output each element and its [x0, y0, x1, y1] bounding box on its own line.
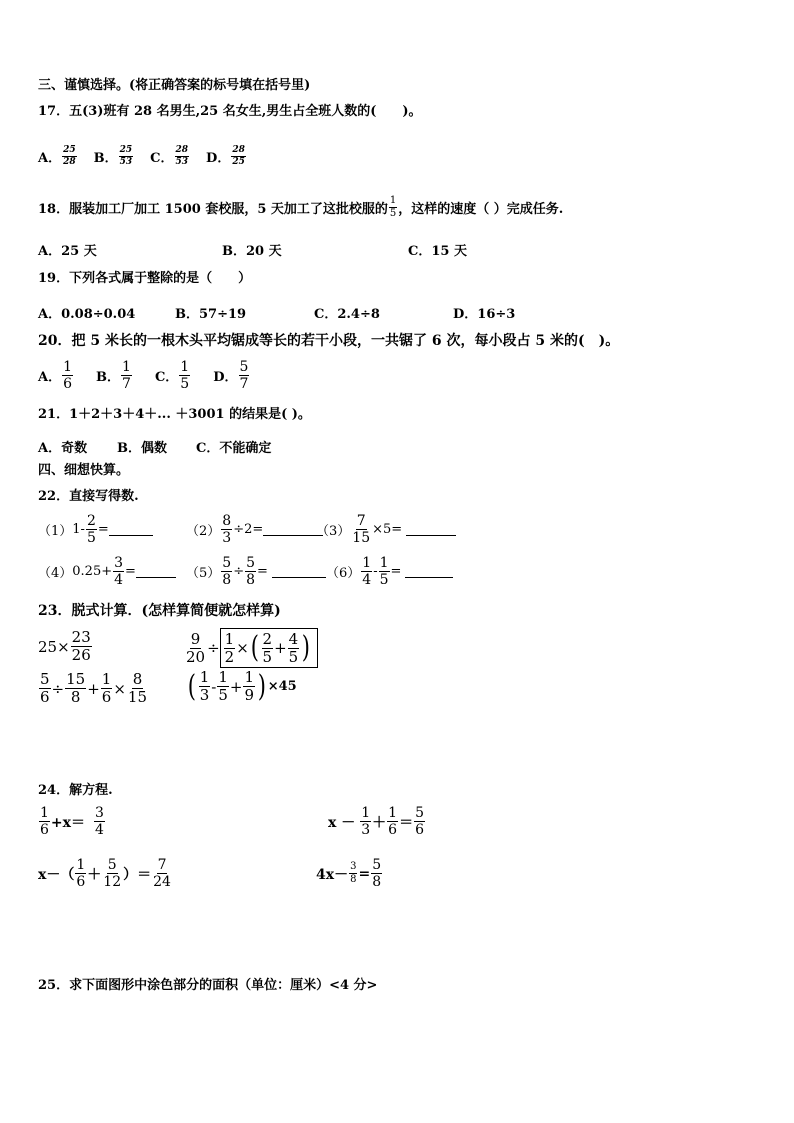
q17-options — [38, 146, 263, 167]
q24-eq-4: 4x－ $\frac{3}{8}$ = $\frac{5}{8}$ — [316, 857, 382, 890]
q22-item-2: （2） $\frac{8}{3}$ ÷2= — [186, 514, 323, 545]
q18-option-c: C．15 天 — [408, 244, 467, 259]
q19-option-a: A．0.08÷0.04 — [38, 307, 136, 322]
q23-expr-1: 25× $\frac{23}{26}$ — [38, 628, 91, 664]
q20-option-b: B． $\frac{1}{7}$ — [96, 359, 131, 392]
q22-item-1: （1） 1- $\frac{2}{5}$ = — [38, 514, 153, 545]
q22-item-4: （4） 0.25+ $\frac{3}{4}$ = — [38, 556, 176, 587]
q20-option-c: C． $\frac{1}{5}$ — [154, 359, 190, 392]
q17-option-a: A． $\frac{25}{28}$ — [38, 145, 76, 167]
q22-item-3: （3） $\frac{7}{15}$ ×5= — [316, 514, 456, 545]
q19-option-b: B．57÷19 — [175, 307, 247, 322]
section4-title: 四、细想快算。 — [38, 463, 130, 478]
q24-eq-1: $\frac{1}{6}$ +x＝ $\frac{3}{4}$ — [40, 805, 104, 838]
q17-option-c: C． $\frac{28}{53}$ — [150, 145, 189, 167]
q24-title: 24．解方程. — [38, 783, 113, 798]
q21-option-a: A．奇数 — [38, 441, 88, 456]
q23-expr-2: $\frac{9}{20}$ ÷ $\frac{1}{2}$ × ( $\frac{2}{5}$ + $\frac{4}{5}$ ) — [184, 628, 318, 668]
q17-text: 17．五(3)班有 28 名男生,25 名女生,男生占全班人数的( )。 — [38, 104, 422, 119]
q18-text: 18．服装加工厂加工 1500 套校服，5 天加工了这批校服的 $\frac{1}{5}$ ，这样的速度（ ）完成任务. — [38, 195, 564, 219]
section3-title: 三、谨慎选择。(将正确答案的标号填在括号里) — [38, 78, 311, 93]
q24-eq-2: x － $\frac{1}{3}$ ＋ $\frac{1}{6}$ ＝ $\frac{5}{6}$ — [328, 805, 424, 838]
q22-title: 22．直接写得数. — [38, 489, 139, 504]
q20-text: 20．把 5 米长的一根木头平均锯成等长的若干小段，一共锯了 6 次，每小段占 5 米的( )。 — [38, 333, 620, 349]
q21-text: 21．1＋2＋3＋4＋... ＋3001 的结果是( )。 — [38, 407, 311, 422]
q20-options — [38, 360, 266, 391]
q22-item-6: （6） $\frac{1}{4}$ - $\frac{1}{5}$ = — [326, 556, 453, 587]
q24-eq-3: x－（ $\frac{1}{6}$ ＋ $\frac{5}{12}$ ）＝ $\frac{7}{24}$ — [38, 857, 171, 890]
q19-option-c: C．2.4÷8 — [314, 307, 380, 322]
q25-text: 25．求下面图形中涂色部分的面积（单位：厘米）<4 分> — [38, 978, 378, 993]
q23-title: 23．脱式计算．(怎样算简便就怎样算) — [38, 603, 281, 619]
q22-item-5: （5） $\frac{5}{8}$ ÷ $\frac{5}{8}$ = — [186, 556, 326, 587]
q18-option-a: A．25 天 — [38, 244, 97, 259]
q18-option-b: B．20 天 — [222, 244, 282, 259]
q19-text: 19．下列各式属于整除的是（ ） — [38, 271, 252, 286]
q23-expr-4: ( $\frac{1}{3}$ - $\frac{1}{5}$ + $\frac{1}{9}$ ) ×45 — [187, 668, 297, 704]
q17-option-b: B． $\frac{25}{53}$ — [93, 145, 133, 167]
q21-option-c: C．不能确定 — [196, 441, 272, 456]
q17-option-d: D． $\frac{28}{25}$ — [206, 145, 245, 167]
q23-expr-3: $\frac{5}{6}$ ÷ $\frac{15}{8}$ + $\frac{1}{6}$ × $\frac{8}{15}$ — [40, 670, 148, 706]
q20-option-a: A． $\frac{1}{6}$ — [38, 359, 73, 392]
q20-option-d: D． $\frac{5}{7}$ — [213, 359, 249, 392]
q19-option-d: D．16÷3 — [453, 307, 516, 322]
q21-option-b: B．偶数 — [117, 441, 167, 456]
